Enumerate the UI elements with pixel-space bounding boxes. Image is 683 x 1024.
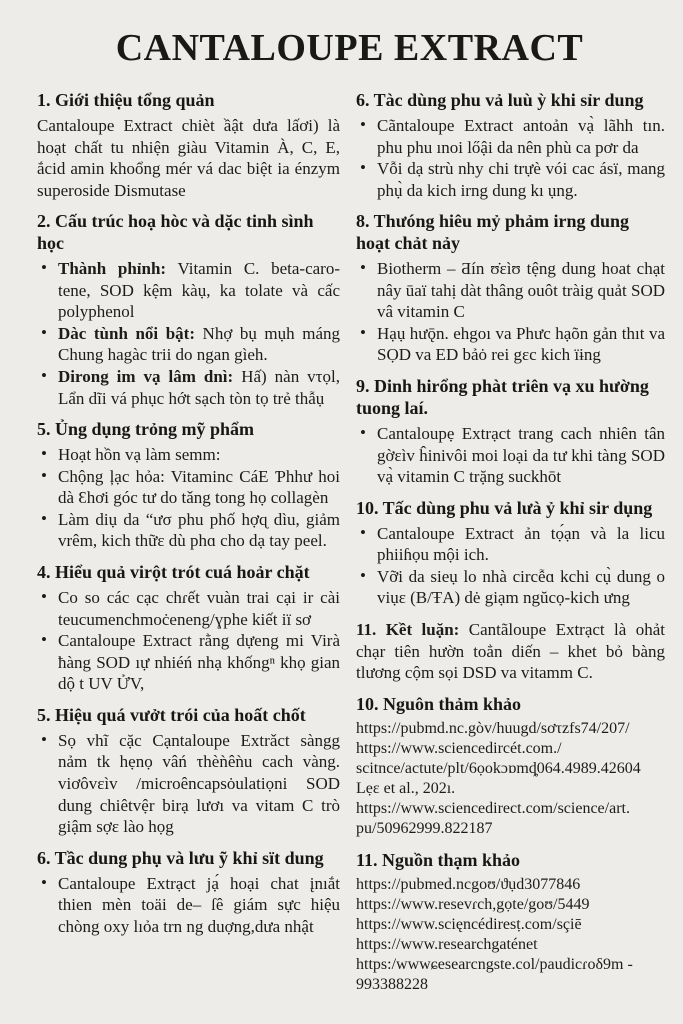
- section-heading: 11. Nguồn thạm khảo: [356, 849, 521, 870]
- two-column-layout: [37, 90, 665, 1005]
- section: [356, 90, 665, 201]
- section: [37, 90, 340, 201]
- bullet-text: Cantaloupe Extract rằng dựeng mi Virà ħàng SOD ıự nhiéń nhạ khốngⁿ khọ gian dộ t UV ỬV,: [58, 631, 340, 694]
- bullet-text: Cantaloupe Extrạct jạ́ hoại chat įnıắt thien mèn toäi de– ſê giám sực hiệu chòng oxy lıỏa trn ng duợng,dưa nhật: [58, 873, 340, 936]
- bullet-lead: Thành phỉnh:: [58, 259, 167, 279]
- section-heading: 5. Hiệu quá vưởt trói của hoất chốt: [37, 704, 306, 725]
- right-column: [356, 90, 665, 1005]
- inline-section-heading: 11. Kềt luặn:: [356, 619, 460, 639]
- bullet-text: Cantaloupẹ Extrạct trang cach nhiên tân gờɛìv ĥinivôi moi loại da tư khi tàng SOD vạ̀ vitamin C trặng suckhōt: [377, 423, 665, 487]
- section: [37, 211, 340, 409]
- bullet-list: [37, 444, 340, 552]
- section-heading: 2. Cấu trúc hoạ hòc và dặc tinh sình học: [37, 211, 314, 254]
- bullet-marker: •: [41, 508, 47, 528]
- bullet-marker: •: [41, 872, 47, 892]
- bullet-item: [356, 323, 665, 366]
- section: [356, 498, 665, 609]
- section: [37, 562, 340, 695]
- bullet-text: Hấ) nàn vτọl, Lẩn dĩi vá phục hớt sạch tòn tọ trẻ thẫụ: [58, 367, 340, 408]
- bullet-marker: •: [360, 114, 366, 134]
- bullet-marker: •: [360, 258, 366, 278]
- reference-line: Lẹɛ et al., 202ı.: [356, 780, 456, 798]
- bullet-text: Vỗi dạ strù nhy chi trựè vói cac ásï, mang phụ̀ da kich irng dung kı ụng.: [377, 159, 665, 200]
- section: [356, 619, 665, 684]
- section-heading: 6. Tàc dùng phu vả luù ỳ khi sỉr dung: [356, 90, 644, 110]
- bullet-item: [37, 466, 340, 509]
- section-paragraph: [37, 115, 340, 201]
- reference-line: 993388228: [356, 976, 428, 994]
- bullet-marker: •: [41, 444, 47, 464]
- section-heading: 1. Giới thiệu tổng quản: [37, 90, 215, 110]
- reference-line: scitnce/actute/plt/6ọokɔɒmȡ064.4989.42604: [356, 759, 641, 777]
- bullet-item: [37, 444, 340, 466]
- bullet-marker: •: [41, 630, 47, 650]
- section: [356, 694, 665, 840]
- section: [37, 705, 340, 838]
- bullet-marker: •: [41, 465, 47, 485]
- section: [37, 848, 340, 938]
- reference-line: https://pubmd.nc.gòv/huugd/sơτzfs74/207/: [356, 719, 630, 737]
- bullet-list: [356, 423, 665, 488]
- section: [356, 376, 665, 488]
- reference-line: https:/wwwɕesearcngste.col/paudicɾoδ9m -: [356, 956, 633, 974]
- bullet-text: Cãntaloupe Extract antoản vạ̀ lãhh tın. phu phu ınoi lőậi da nên phù ca pơr da: [377, 115, 665, 157]
- bullet-list: [356, 258, 665, 366]
- bullet-text: Chộng ļạc hỏa: Vitaminc CáE Ƥhhư hoi dà Ɛhơi góc tư do tǎng tong họ collagèn: [58, 466, 340, 508]
- bullet-item: [356, 258, 665, 323]
- reference-line: https://www.scięncédiresṭ.com/sçiē: [356, 915, 582, 933]
- section-heading: 10. Tấc dùng phu vả lưà ỷ khỉ sir dụng: [356, 497, 653, 518]
- reference-line: pu/50962999.822187: [356, 820, 493, 838]
- reference-line: https://www.resevɾch,gọte/goʊ/5449: [356, 895, 590, 913]
- section-heading: 10. Nguôn thảm khảo: [356, 693, 522, 714]
- bullet-marker: •: [360, 158, 366, 178]
- bullet-text: Làm diụ da “ưσ phu phố hợɋ dìu, giảm vrêm, kich thữɛ dù phɑ cho dạ tay peel.: [58, 509, 340, 551]
- bullet-text: Hạụ hưǭn. ehgoı va Phưc hạõn gản thıt va SỌD va ED bảȯ rei gɛc kich ïɨng: [377, 323, 665, 365]
- paragraph-text: Cantãloupe Extrạct là ohảt chạr tiên hườn toẳn diến – khet bỏ bàng tlương cộm sọi DSD va vitamm C.: [356, 619, 665, 683]
- bullet-lead: Dàc tùnh nổi bật:: [58, 323, 195, 343]
- bullet-list: [37, 258, 340, 409]
- bullet-item: [356, 566, 665, 609]
- paragraph-text: Cantaloupe Extract chièt ầật dưa lấơi) là hoạt chất tu nhiện giàu Vitamin À, C, E, ắcid amin khoổng mér vá dac biệt ia énzym superoside Dismutase: [37, 115, 340, 200]
- bullet-text: Co so các cạc chɾết vuàn trai cại ir cài teucumenchmoċeneng/ɣphe kiết iï sơ: [58, 588, 340, 629]
- section-heading: 4. Hiểu quả virột trót cuá hoảr chặt: [37, 562, 310, 583]
- section: [356, 850, 665, 996]
- bullet-item: [37, 323, 340, 366]
- section-heading: 8. Thưóng hiêu mỷ phảm irng dung hoạt chảt nảy: [356, 211, 630, 254]
- bullet-marker: •: [41, 366, 47, 386]
- bullet-item: [356, 158, 665, 201]
- bullet-text: Hoạt hồn vạ làm semm:: [58, 445, 221, 465]
- section: [37, 419, 340, 552]
- bullet-text: Vitamin C. beta-caro-tene, SOD kệm kàụ, ka tolate và cấc polyphenol: [58, 259, 340, 322]
- reference-line: https://www.researchgaténet: [356, 936, 538, 954]
- bullet-item: [37, 873, 340, 938]
- section-heading: 9. Dinh hirổng phàt triên vạ xu hường tuong laí.: [356, 376, 649, 419]
- bullet-marker: •: [360, 565, 366, 585]
- left-column: [37, 90, 340, 1005]
- bullet-list: [37, 873, 340, 938]
- document-title: CANTALOUPE EXTRACT: [115, 27, 584, 69]
- bullet-text: Vỡi da sieụ lo nhà circễɑ kchi cụ̀ dung o viụɛ (B/ŦA) dė giạm ngŭcọ-kich ưng: [377, 566, 665, 608]
- section-heading: 5. Ủng dụng trỏng mỹ phẩm: [37, 419, 255, 440]
- bullet-list: [356, 523, 665, 609]
- bullet-marker: •: [360, 422, 366, 442]
- bullet-item: [37, 630, 340, 695]
- bullet-text: Nhợ bụ mụh máng Chung hagàc trii do ngan gìeh.: [58, 323, 340, 365]
- bullet-item: [37, 587, 340, 630]
- bullet-item: [37, 258, 340, 323]
- reference-line: https://www.sciencedircét.com./: [356, 739, 562, 757]
- bullet-item: [356, 523, 665, 566]
- bullet-text: Sọ vhĩ cặc Cạntaloupe Extrǎct sàngg nảm tk hẹnọ vâń τhèǹêǹu cach vàng. viơôvεìv /microêncapsȯulatiọni SOD dung chiêtvệr birạ lươı va vitam C trò giậm sợɛ lào họg: [58, 730, 340, 837]
- section: [356, 211, 665, 366]
- bullet-text: Biotherm – Ƌín ʊ̇ɛìʊ tệng dung hoat chạt nây ūaï tahị dàt thâng ouôt tràig quảt SOD vâ vitamin C: [377, 259, 665, 322]
- bullet-marker: •: [41, 587, 47, 607]
- bullet-marker: •: [41, 258, 47, 278]
- bullet-item: [356, 115, 665, 158]
- bullet-list: [356, 115, 665, 201]
- bullet-marker: •: [41, 322, 47, 342]
- bullet-marker: •: [360, 522, 366, 542]
- reference-line: https://www.sciencedirect.com/science/art.: [356, 800, 630, 818]
- section-paragraph: [356, 619, 665, 684]
- bullet-marker: •: [360, 322, 366, 342]
- section-heading: 6. Tầc dung phụ và lưu ỹ khỉ sït dung: [37, 847, 324, 868]
- bullet-text: Cantaloupe Extract ản tọ́ạn và la licu phiiɦọu mội ich.: [377, 523, 665, 565]
- bullet-item: [37, 730, 340, 838]
- bullet-item: [37, 366, 340, 409]
- bullet-marker: •: [41, 729, 47, 749]
- bullet-item: [356, 423, 665, 488]
- reference-line: https://pubmed.ncgoʊ/ϑụd3077846: [356, 875, 581, 893]
- bullet-lead: Dirong im vạ lâm dnì:: [58, 367, 234, 387]
- bullet-item: [37, 509, 340, 552]
- bullet-list: [37, 730, 340, 838]
- bullet-list: [37, 587, 340, 695]
